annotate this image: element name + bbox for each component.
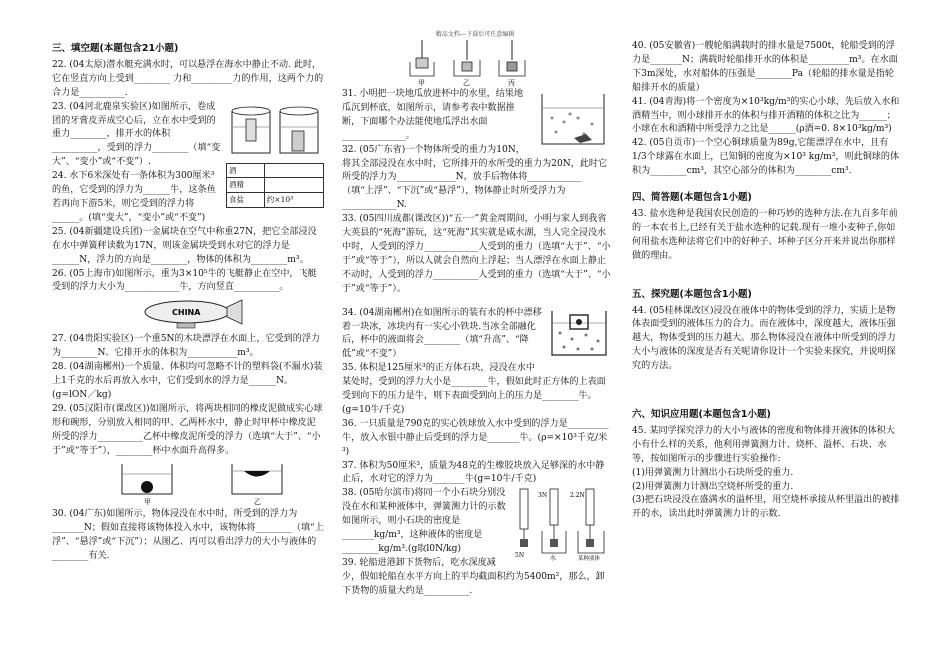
- question-40: 40. (05安徽省)一艘轮船满载时的排水量是7500t，轮船受到的浮力是_______N；满载时轮船排开水的体积是_________m³。在水面下3m深处，水对船体的压强是________Pa（轮船的排水量是指轮船排开水的质量）: [632, 41, 898, 93]
- spacer: [632, 179, 902, 189]
- cup-label-yi: 乙: [254, 498, 261, 507]
- question-39: 39. 轮船进港卸下货物后，吃水深度减少，假如轮船在水平方向上的平均截面积约为5400m²，那么，卸下货物的质量大约是__________.: [342, 557, 605, 596]
- question-25: 25. (04新疆建设兵团)一金属块在空气中称重27N，把它全部浸没在水中弹簧秤读数为17N，则该金属块受到水对它的浮力是______N，浮力的方向是________，物体的体积为________m³。: [52, 226, 317, 265]
- question-22: 22. (04太原)潜水艇充满水时，可以悬浮在海水中静止不动. 此时，它在竖直方向上受到________ 力和_________力的作用，这两个力的合力是__________.: [52, 59, 324, 98]
- section-heading-short-answer: 四、简答题(本题包含1小题): [632, 192, 752, 204]
- question-33: 33. (05四川成都(课改区))“五·一”黄金周期间，小明与家人到我省大英县的“死海”游玩，这“死海”其实就是咸水湖，当人完全浸没水中时，人受到的浮力____________人受到的重力（选填“大于”、“小于”或“等于”），所以人就会自然向上浮起；当人漂浮在水面上静止不动时，人受到的浮力__________人受到的重力（选填“大于”、“小于”或“等于”）。: [342, 214, 611, 294]
- question-29: 29. (05汉阳市(课改区))如图所示，将两块相同的橡皮泥做成实心球形和碗形，分别放入相同的甲、乙两杯水中，静止时甲杯中橡皮泥所受的浮力__________乙杯中橡皮泥所受的浮力（选填“大于”、“小于”或“等于”），________杯中水面升高得多。: [52, 403, 323, 456]
- step-2: (2)用弹簧测力计测出空烧杯所受的重力.: [632, 481, 794, 492]
- sweet-potato-figure: [534, 88, 612, 154]
- question-26: 26. (05上海市)如图所示，重为3×10⁵牛的飞艇静止在空中，飞艇受到的浮力大小为____________牛，方向竖直__________。: [52, 268, 317, 293]
- table-cell: [264, 163, 323, 178]
- question-43: 43. 盐水选种是我国农民创造的一种巧妙的选种方法.在九百多年前的一本农书上,已经有关于盐水选种的记载.现有一堆小麦种子,你如何用盐水选种法将它们中的好种子、坏种子区分开来并说出你那样做的理由。: [632, 208, 898, 261]
- fig-label-bing: 丙: [508, 79, 515, 86]
- table-cell: 酒精: [227, 178, 265, 193]
- step-3: (3)把石块浸没在盛满水的溢杯里，用空烧杯承接从杯里溢出的被排开的水，读出此时弹簧测力计的示数.: [632, 495, 900, 520]
- toothpaste-figure: [226, 101, 324, 209]
- airship-label: CHINA: [172, 308, 201, 318]
- question-41: 41. (04青海)将一个密度为×10³kg/m³的实心小球，先后放入水和酒精当中，则小球排开水的体积与排开酒精的体积之比为______；小球在水和酒精中所受浮力之比是______(ρ酒=0. 8×10³kg/m³): [632, 96, 900, 135]
- ice-block-figure: [546, 307, 612, 363]
- cup-with-ice: [546, 307, 612, 357]
- step-1: (1)用弹簧测力计测出小石块所受的重力.: [632, 467, 794, 478]
- spring-scale-figure-top: [402, 40, 532, 86]
- question-35: 35. 体积是125厘米³的正方体石块，浸没在水中某处时，受到的浮力大小是________牛，假如此时正方体的上表面受到向下的压力是牛，则下表面受到向上的压力是________牛。(g=10牛/千克): [342, 363, 606, 415]
- table-cell: [264, 178, 323, 193]
- question-38: 38. (05哈尔滨市)将同一个小石块分别没没在水和某种液体中，弹簧测力计的示数如图所示，则小石块的密度是_______kg/m³，这种液体的密度是________kg/m³.(g取l0N/kg): [342, 488, 506, 554]
- fig-label-yi: 乙: [463, 79, 470, 86]
- column-left: [52, 40, 324, 564]
- cups-figure: [112, 460, 312, 506]
- question-31: 31. 小明把一块地瓜放进杯中的水里，结果地瓜沉到杯底，如图所示，请参考表中数据推断，下面哪个办法能使地瓜浮出水面 ______________。: [342, 89, 524, 141]
- page-watermark: 精品文档---下载后可任意编辑: [435, 31, 515, 38]
- airship-figure: [132, 297, 252, 331]
- spring-label-liquid: 某种液体: [578, 556, 601, 562]
- beakers-illustration: [226, 101, 324, 157]
- table-cell: 酒: [227, 163, 265, 178]
- question-32: 32. (05广东省)一个物体所受的重力为10N，将其全部浸没在水中时，它所排开的水所受的重力为20N，此时它所受的浮力为_____________N，放手后物体将____________（填“上浮”、“下沉”或“悬浮”），物体静止时所受浮力为____________N.: [342, 144, 608, 211]
- spring-label-3n: 3N: [538, 492, 548, 500]
- spring-label-water: 水: [550, 555, 557, 562]
- question-30: 30. (04广东)如图所示，物体浸没在水中时，所受到的浮力为_______N；假如直接将该物体投入水中，该物体将________（填“上浮”、“悬浮”或“下沉”）；从图乙、丙可以看出浮力的大小与液体的________有关.: [52, 509, 324, 562]
- spacer: [632, 396, 902, 406]
- question-42: 42. (05自贡市)一个空心铜球质量为89g,它能漂浮在水中，且有1/3个球露在水面上，已知铜的密度为×10³ kg/m³，则此铜球的体积为________cm³，其空心部分的体积为________cm³.: [632, 138, 900, 177]
- question-45: 45. 某同学探究浮力的大小与液体的密度和物体排开液体的体积大小有什么样的关系，他利用弹簧测力计、烧杯、溢杯、石块、水等，按如图所示的步骤进行实验操作:: [632, 425, 895, 464]
- spring-label-2-2n: 2.2N: [570, 492, 585, 500]
- spacer: [342, 297, 612, 307]
- question-27: 27. (04贵阳实验区)一个重5N的木块漂浮在水面上，它受到的浮力为________N。它排开水的体积为___________m³。: [52, 334, 321, 359]
- spacer: [632, 374, 902, 396]
- table-cell: 食盐: [227, 193, 265, 208]
- question-28: 28. (04湖南郴州)一个质量、体积均可忽略不计的塑料袋(不漏水)装上1千克的水后再放入水中，它们受到水的浮力是______N。(g=lON／kg): [52, 362, 323, 400]
- question-23: 23. (04河北鹿泉实验区)如图所示，卷成团的牙膏皮弄成空心后，立在水中受到的重力________，排开水的体积__________，受到的浮力________（填“变大”、“变小”或“不变”）.: [52, 101, 221, 168]
- table-cell: 约×10³: [264, 193, 323, 208]
- spring-scales: [514, 487, 612, 561]
- section-heading-fill-blank: 三、填空题(本题包含21小题): [52, 43, 179, 54]
- section-heading-inquiry: 五、探究题(本题包含1小题): [632, 288, 752, 300]
- question-34: 34. (04湖南郴州)在如图所示的装有水的杯中漂移着一块冰，冰块内有一实心小铁块.当冰全部融化后，杯中的液面将会________（填“升高”、“降低”或“不变”）: [342, 307, 542, 360]
- column-middle: [342, 40, 612, 599]
- spacer: [632, 264, 902, 286]
- question-37: 37. 体积为50厘米³，质量为48克的生橡胶块放入足够深的水中静止后，水对它的浮力为_______牛(g=10牛/千克): [342, 460, 605, 485]
- column-right: [632, 40, 902, 522]
- density-table: [226, 163, 324, 209]
- question-24: 24. 水下6米深处有一条体积为300厘米³的鱼，它受到的浮力为______牛，这条鱼若再向下游5米，则它受到的浮力将______。(填“变大”，“变小”或“不变”): [52, 171, 216, 223]
- spring-scale-figure: [514, 487, 612, 567]
- fig-label-jia: 甲: [418, 79, 425, 86]
- beaker-sweet-potato: [534, 88, 612, 148]
- question-36: 36. 一只质量是790克的实心铁球放入水中受到的浮力是_________牛，放入水银中静止后受到的浮力是_______牛。(ρ=×10³千克/米³): [342, 418, 609, 457]
- spring-label-5n: 5N: [515, 552, 525, 560]
- cup-label-jia: 甲: [144, 498, 151, 507]
- section-heading-application: 六、知识应用题(本题包含1小题): [632, 409, 771, 421]
- question-44: 44. (05桂林课改区)浸没在液体中的物体受到的浮力，实质上是物体表面受到的液体压力的合力。而在液体中，深度越大，液体压强越大，物体受到的压力越大。那么物体浸没在液体中所受到的浮力大小与液体的深度是否有关呢请你设计一个实验来探究，并说明探究的方法。: [632, 305, 896, 372]
